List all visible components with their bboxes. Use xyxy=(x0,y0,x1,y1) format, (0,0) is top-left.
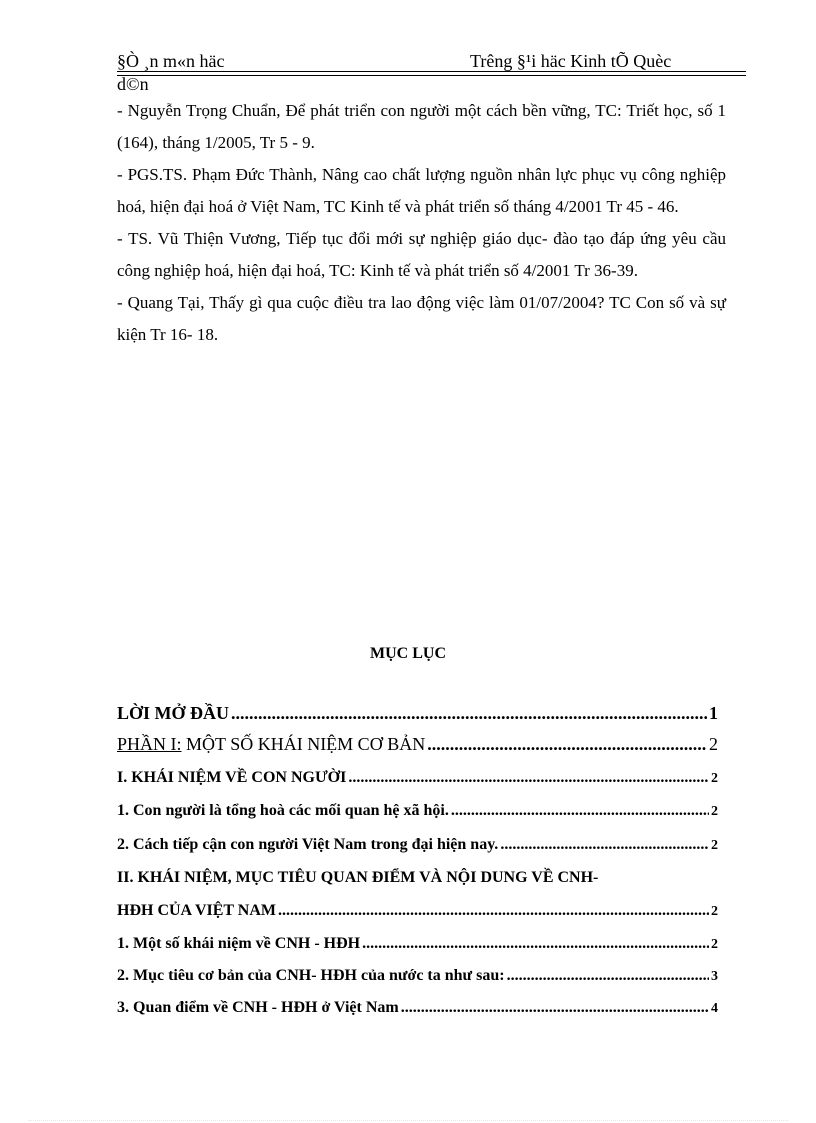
toc-page-number: 2 xyxy=(711,838,718,853)
toc-entry-text: LỜI MỞ ĐẦU xyxy=(117,703,229,723)
toc-leader xyxy=(348,769,709,787)
toc-entry-text: 2. Cách tiếp cận con người Việt Nam trong đại hiện nay. xyxy=(117,836,499,853)
toc-entry[interactable] xyxy=(117,703,718,734)
toc-entry-text: I. KHÁI NIỆM VỀ CON NGƯỜI xyxy=(117,769,347,786)
toc-page-number: 4 xyxy=(711,1001,718,1016)
toc-page-number: 2 xyxy=(711,771,718,786)
toc-page-number: 3 xyxy=(711,969,718,984)
toc-page-number: 2 xyxy=(709,734,718,754)
toc-leader xyxy=(427,734,707,755)
toc-entry-text: HĐH CỦA VIỆT NAM xyxy=(117,902,276,919)
toc-entry[interactable] xyxy=(117,836,718,869)
header-left: §Ò ¸n m«n häc xyxy=(117,51,225,71)
toc-entry[interactable] xyxy=(117,769,718,802)
toc-part-title: MỘT SỐ KHÁI NIỆM CƠ BẢN xyxy=(186,734,426,754)
toc-entry-text xyxy=(117,734,425,755)
toc-entry[interactable] xyxy=(117,999,718,1031)
header-continuation: d©n xyxy=(117,74,149,94)
toc-part-label: PHẦN I: xyxy=(117,734,182,754)
toc-entry-line[interactable]: II. KHÁI NIỆM, MỤC TIÊU QUAN ĐIỂM VÀ NỘI DUNG VỀ CNH- xyxy=(117,869,599,886)
toc-leader xyxy=(500,836,709,854)
toc-page-number: 1 xyxy=(709,703,718,723)
toc-page-number: 2 xyxy=(711,904,718,919)
toc-leader xyxy=(231,703,707,724)
toc-page-number: 2 xyxy=(711,937,718,952)
toc-entry[interactable] xyxy=(117,967,718,999)
table-of-contents xyxy=(117,703,718,1031)
toc-entry[interactable] xyxy=(117,935,718,967)
toc-entry-text: 1. Một số khái niệm về CNH - HĐH xyxy=(117,935,361,952)
toc-entry-text: 3. Quan điểm về CNH - HĐH ở Việt Nam xyxy=(117,999,399,1016)
toc-leader xyxy=(278,902,709,920)
page-header xyxy=(117,51,746,94)
toc-entry[interactable] xyxy=(117,734,718,769)
toc-page-number: 2 xyxy=(711,804,718,819)
header-right: Trêng §¹i häc Kinh tÕ Quèc xyxy=(470,51,672,71)
reference-item: - PGS.TS. Phạm Đức Thành, Nâng cao chất lượng nguồn nhân lực phục vụ công nghiệp hoá, hiện đại hoá ở Việt Nam, TC Kinh tế và phát triển số tháng 4/2001 Tr 45 - 46. xyxy=(117,165,726,216)
references-list xyxy=(117,95,726,351)
toc-leader xyxy=(401,999,709,1017)
reference-item: - Quang Tại, Thấy gì qua cuộc điều tra lao động việc làm 01/07/2004? TC Con số và sự kiện Tr 16- 18. xyxy=(117,293,726,344)
toc-leader xyxy=(507,967,709,985)
toc-entry-text: 1. Con người là tổng hoà các mối quan hệ xã hội. xyxy=(117,802,449,819)
reference-item: - Nguyễn Trọng Chuẩn, Để phát triển con người một cách bền vững, TC: Triết học, số 1 (164), tháng 1/2005, Tr 5 - 9. xyxy=(117,101,726,152)
toc-entry[interactable] xyxy=(117,802,718,836)
toc-entry-text: 2. Mục tiêu cơ bản của CNH- HĐH của nước ta như sau: xyxy=(117,967,505,984)
header-rule-top xyxy=(117,71,746,72)
toc-leader xyxy=(362,935,709,953)
toc-entry[interactable] xyxy=(117,902,718,935)
toc-leader xyxy=(451,802,709,820)
page-bottom-divider xyxy=(28,1120,788,1121)
header-rule-bottom xyxy=(117,75,746,76)
toc-title: MỤC LỤC xyxy=(370,645,446,662)
reference-item: - TS. Vũ Thiện Vương, Tiếp tục đổi mới sự nghiệp giáo dục- đào tạo đáp ứng yêu cầu công nghiệp hoá, hiện đại hoá, TC: Kinh tế và phát triển số 4/2001 Tr 36-39. xyxy=(117,229,726,280)
